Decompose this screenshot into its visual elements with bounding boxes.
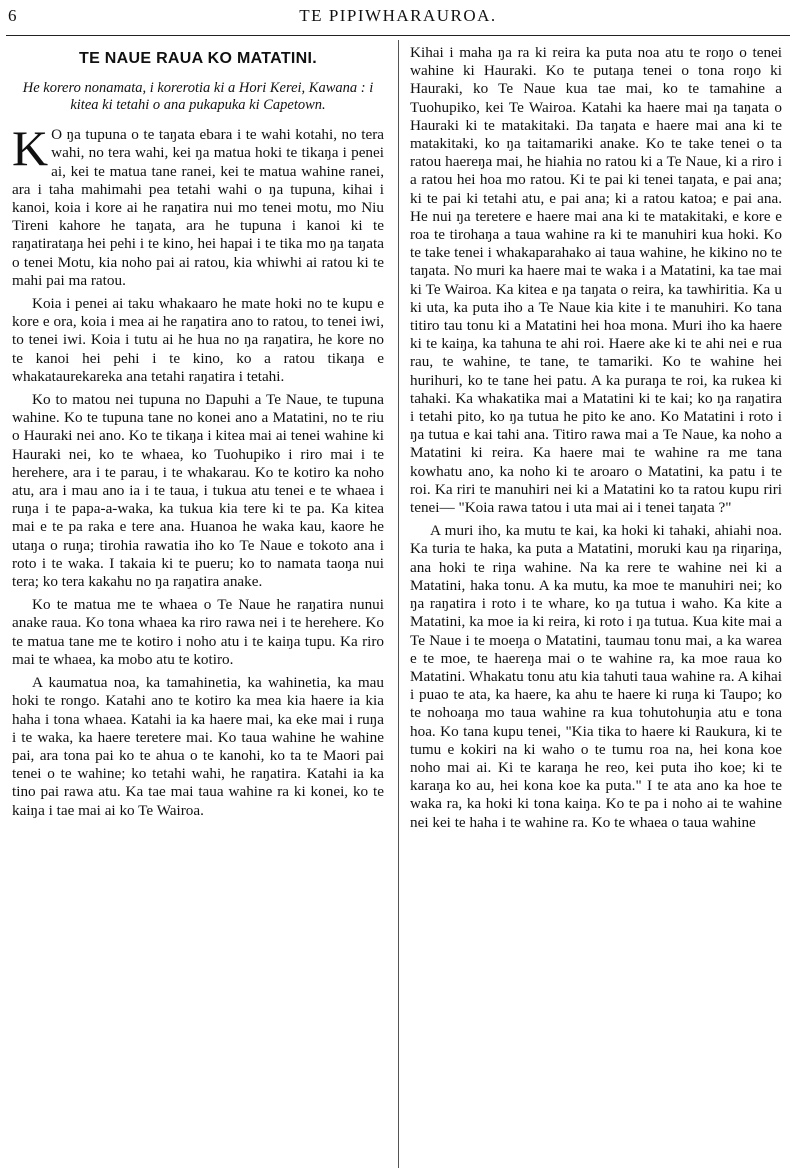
page-number: 6 [8,6,17,25]
header-rule [6,35,790,36]
paragraph-4: Ko te matua me te whaea o Te Naue he raŋatira nunui anake raua. Ko tona whaea ka riro rawa nei i te herehere. Ko te matua tane me te kotiro i noho atu i te kaiŋa tupu. Ka riro mai te whaea, ka mobo atu te kotiro. [12,596,384,668]
paragraph-2: Koia i penei ai taku whakaaro he mate hoki no te kupu e kore e ora, koia i mea ai he raŋatira ano to ratou, to tenei iwi, to tenei iwi. Koia i tutu ai he hua no ŋa raŋatira, he kore no te kanoi hei pehi i te kino, ko a ratou tikaŋa e whakataurekareka ana tetahi raŋatira i tetahi. [12,295,384,385]
paragraph-1-text: O ŋa tupuna o te taŋata ebara i te wahi kotahi, no tera wahi, no tera wahi, kei ŋa matua hoki te tikaŋa i penei ai, kei te matua tane ranei, kei te matua wahine ranei, ara i taha mahimahi pea tetahi wahi o ŋa tupuna, kihai i kanoi, koia i kore ai he raŋatira nui mo tenei motu, mo Niu Tireni kahore he taŋata, ara he tupuna i kanoi ki te raŋatirataŋa hei pehi i te kino, hei hapai i te tika mo ŋa taŋata o tenei Motu, kia noho pai ai ratou, kia whiwhi ai ratou ki te mahi pai ma ratou. [12,126,384,289]
article-title: TE NAUE RAUA KO MATATINI. [79,50,317,67]
paragraph-7: A muri iho, ka mutu te kai, ka hoki ki tahaki, ahiahi noa. Ka turia te haka, ka puta a Matatini, moruki kau ŋa riŋariŋa, ana hoki te riŋa wahine. Na ka rere te wahine nei ki a Matatini, haka tonu. A ka mutu, ka moe te manuhiri nei; ko ŋa raŋatira i roto i te whare, ko ŋa tutua i waho. Ka kite a Matatini, ka moe ia ki reira, ki roto i ŋa tutua. Kua kite mai a Te Naue i te moeŋa o Matatini, taumau tonu mai, a ka warea e te moe, te haereŋa mai o te wahine ra, ka moe raua ko Matatini. Whakatu tonu atu kia tahuti taua wahine ra. A kihai i puao te ata, ka haere, ka ahu te haere ki ruŋa ki Taupo; ko te nohoaŋa mo taua wahine ra kua tohutohuŋia atu e tona hoa. Ko tana kupu tenei, "Kia tika to haere ki Raukura, ki te tumu e kokiri na ki waho o te tumu roa na, hei kona koe noho mai ai. Ki te karaŋa he reo, kei puta iho koe; ki te karaŋa ko au, hei kona koe ka puta." I te ata ano ka hoe te waka ra, ka hoki ki tona kaiŋa. Ko te pa i noho ai te wahine nei kei te haha i te wahine ra. Ko te whaea o taua wahine [410,522,782,831]
right-column [410,44,782,1170]
drop-cap: K [12,120,49,177]
paragraph-5: A kaumatua noa, ka tamahinetia, ka wahinetia, ka mau hoki te rongo. Katahi ano te kotiro ka mea kia haere ia kia haha i tona whaea. Katahi ia ka haere mai, ka eke mai i ruŋa i te waka, ka haere teretere mai. Ko taua wahine he wahine pai, ara tona pai ko te ahua o te kanohi, ko ta te Maori pai tenei o te wahine; ko tetahi wahi, he raŋatira. Katahi ia ka tino pai rawa atu. Ka tae mai taua wahine ra ki konei, ko te kaiŋa i tae mai ai ko Te Wairoa. [12,674,384,819]
article-subtitle: He korero nonamata, i korerotia ki a Hori Kerei, Kawana : i kitea ki tetahi o ana pukapuka ki Capetown. [22,80,374,114]
paragraph-6: Kihai i maha ŋa ra ki reira ka puta noa atu te roŋo o tenei wahine ki Hauraki. Ko te putaŋa tenei o tona roŋo ki Hauraki, ko Te Naue kua tae mai, ko te tamahine a Tuohupiko, kei Te Wairoa. Katahi ka haere mai ŋa taŋata o Hauraki ki te matakitaki. Ŋa taŋata e haere mai ana ki te matakitaki, ko ŋa taitamariki anake. Ko te take tenei o ta ratou haereŋa mai, he hiahia no ratou ki a Te Naue, ki a riro i a ratou hei hoa mo ratou. Ki te pai ki tenei taŋata, e pai ana; ki te pai ki tetahi atu, e pai ana; ki a ratou katoa; e pai ana. He nui ŋa teretere e haere mai ana ki te matakitaki, e kore e roa te tirohaŋa a taua wahine ra ki te manuhiri kua hoki. Ko te take tenei i whakaparahako ai taua wahine, he kikino no te taŋata. No muri ka haere mai te waka i a Matatini, ka tae mai ki Te Wairoa. Ka kitea e ŋa taŋata o reira, ka tawhiritia. Ka u ki uta, ka puta iho a Te Naue kia kite i te manuhiri. Ko tana titiro tau tonu ki a Matatini hei hoa mona. Muri iho ka haere ki te kaiŋa, ka tahuna te ahi roi. Haere ake ki te ahi nei e rua rau, te wahine, te tane, te tamariki. Ko te wahine hei hurihuri, ko te tane hei patu. A ka puraŋa te roi, ka rukea ki tahaki. Ka whakatika mai a Matatini ki te kai; ko ŋa raŋatira i tetahi pito, ko ŋa tutua he pito ke ano. Ko Matatini i roto i ŋa tutua e kai tahi ana. Titiro rawa mai a Te Naue, ka noho a Matatini ki reira. Ka haere mai te wahine ra me tana kowhatu ano, ka noho ki te aroaro o Matatini, ka patu i te roi. Ka riri te manuhiri nei ki a Matatini ko ta ratou kupu riri tenei— "Koia rawa tatou i uta mai ai i tenei taŋata ?" [410,44,782,517]
column-divider [398,40,399,1168]
running-title: TE PIPIWHARAUROA. [299,6,497,25]
paragraph-1 [12,120,384,290]
paragraph-3: Ko to matou nei tupuna no Ŋapuhi a Te Naue, te tupuna wahine. Ko te tupuna tane no konei ano a Matatini, no te riu o Hauraki nei ano. Ko te tikaŋa i kitea mai ai tenei wahine ki Hauraki nei, ko te whaea, ko Tuohupiko i riro mai i te herehere, ara i te parau, i te whakarau. Ko te kotiro ka noho atu, ara i mau ano ia i te taua, i tukua atu tenei e te whaea i ruŋa i te papa-a-waka, ka tukua kia tere ki te pa. Ka kitea mai e te pa raka e tere ana. Huanoa he waka kau, kaore he utaŋa o ruŋa; tirohia rawatia iho ko Te Naue e tokoto ana i roto i te waka. I takaia ki te pueru; ko to namata taoŋa nui tera; ko tera kakahu no ŋa raŋatira anake. [12,391,384,591]
left-column [12,44,384,1170]
